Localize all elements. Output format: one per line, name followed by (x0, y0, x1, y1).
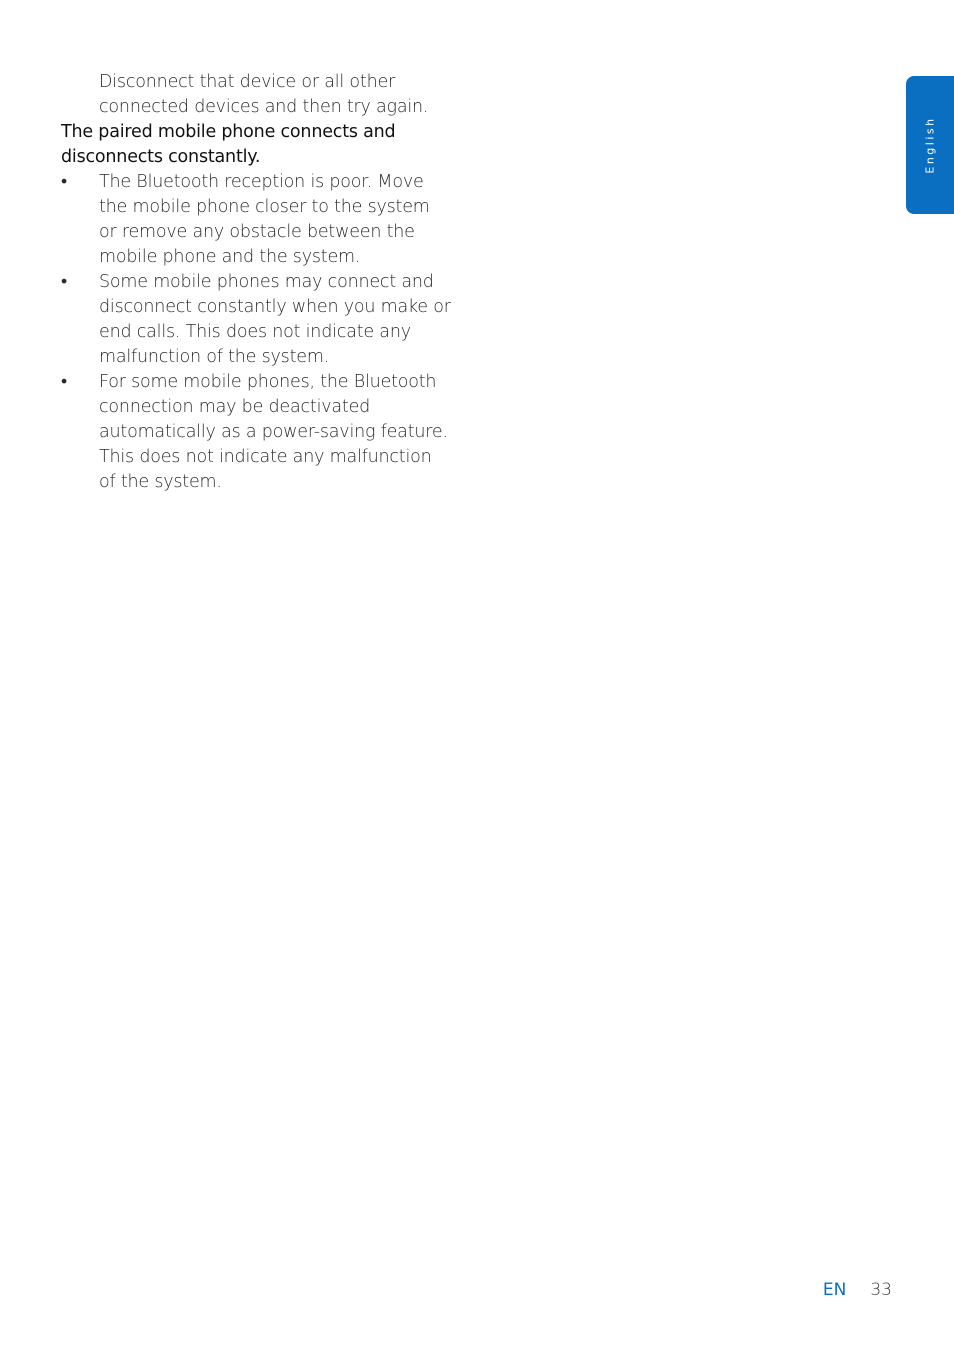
continuation-paragraph: Disconnect that device or all other connected devices and then try again. (99, 72, 429, 117)
bullet-icon: • (61, 172, 67, 192)
bullet-text: The Bluetooth reception is poor. Move the mobile phone closer to the system or remove any obstacle between the mobile phone and the system. (99, 172, 430, 267)
language-tab-label: English (923, 116, 937, 174)
language-tab (906, 76, 954, 214)
main-text-column (61, 70, 451, 495)
bullet-list (61, 170, 451, 495)
bullet-text: Some mobile phones may connect and disconnect constantly when you make or end calls. This does not indicate any malfunction of the system. (99, 272, 451, 367)
list-item (61, 170, 451, 270)
bullet-icon: • (61, 372, 67, 392)
bullet-text: For some mobile phones, the Bluetooth connection may be deactivated automatically as a power-saving feature. This does not indicate any malfunction of the system. (99, 372, 448, 492)
page-number: 33 (870, 1280, 892, 1300)
section-heading: The paired mobile phone connects and disconnects constantly. (61, 122, 396, 167)
page-footer (823, 1280, 892, 1300)
bullet-icon: • (61, 272, 67, 292)
footer-language-code: EN (822, 1280, 847, 1300)
list-item (61, 270, 451, 370)
list-item (61, 370, 451, 495)
